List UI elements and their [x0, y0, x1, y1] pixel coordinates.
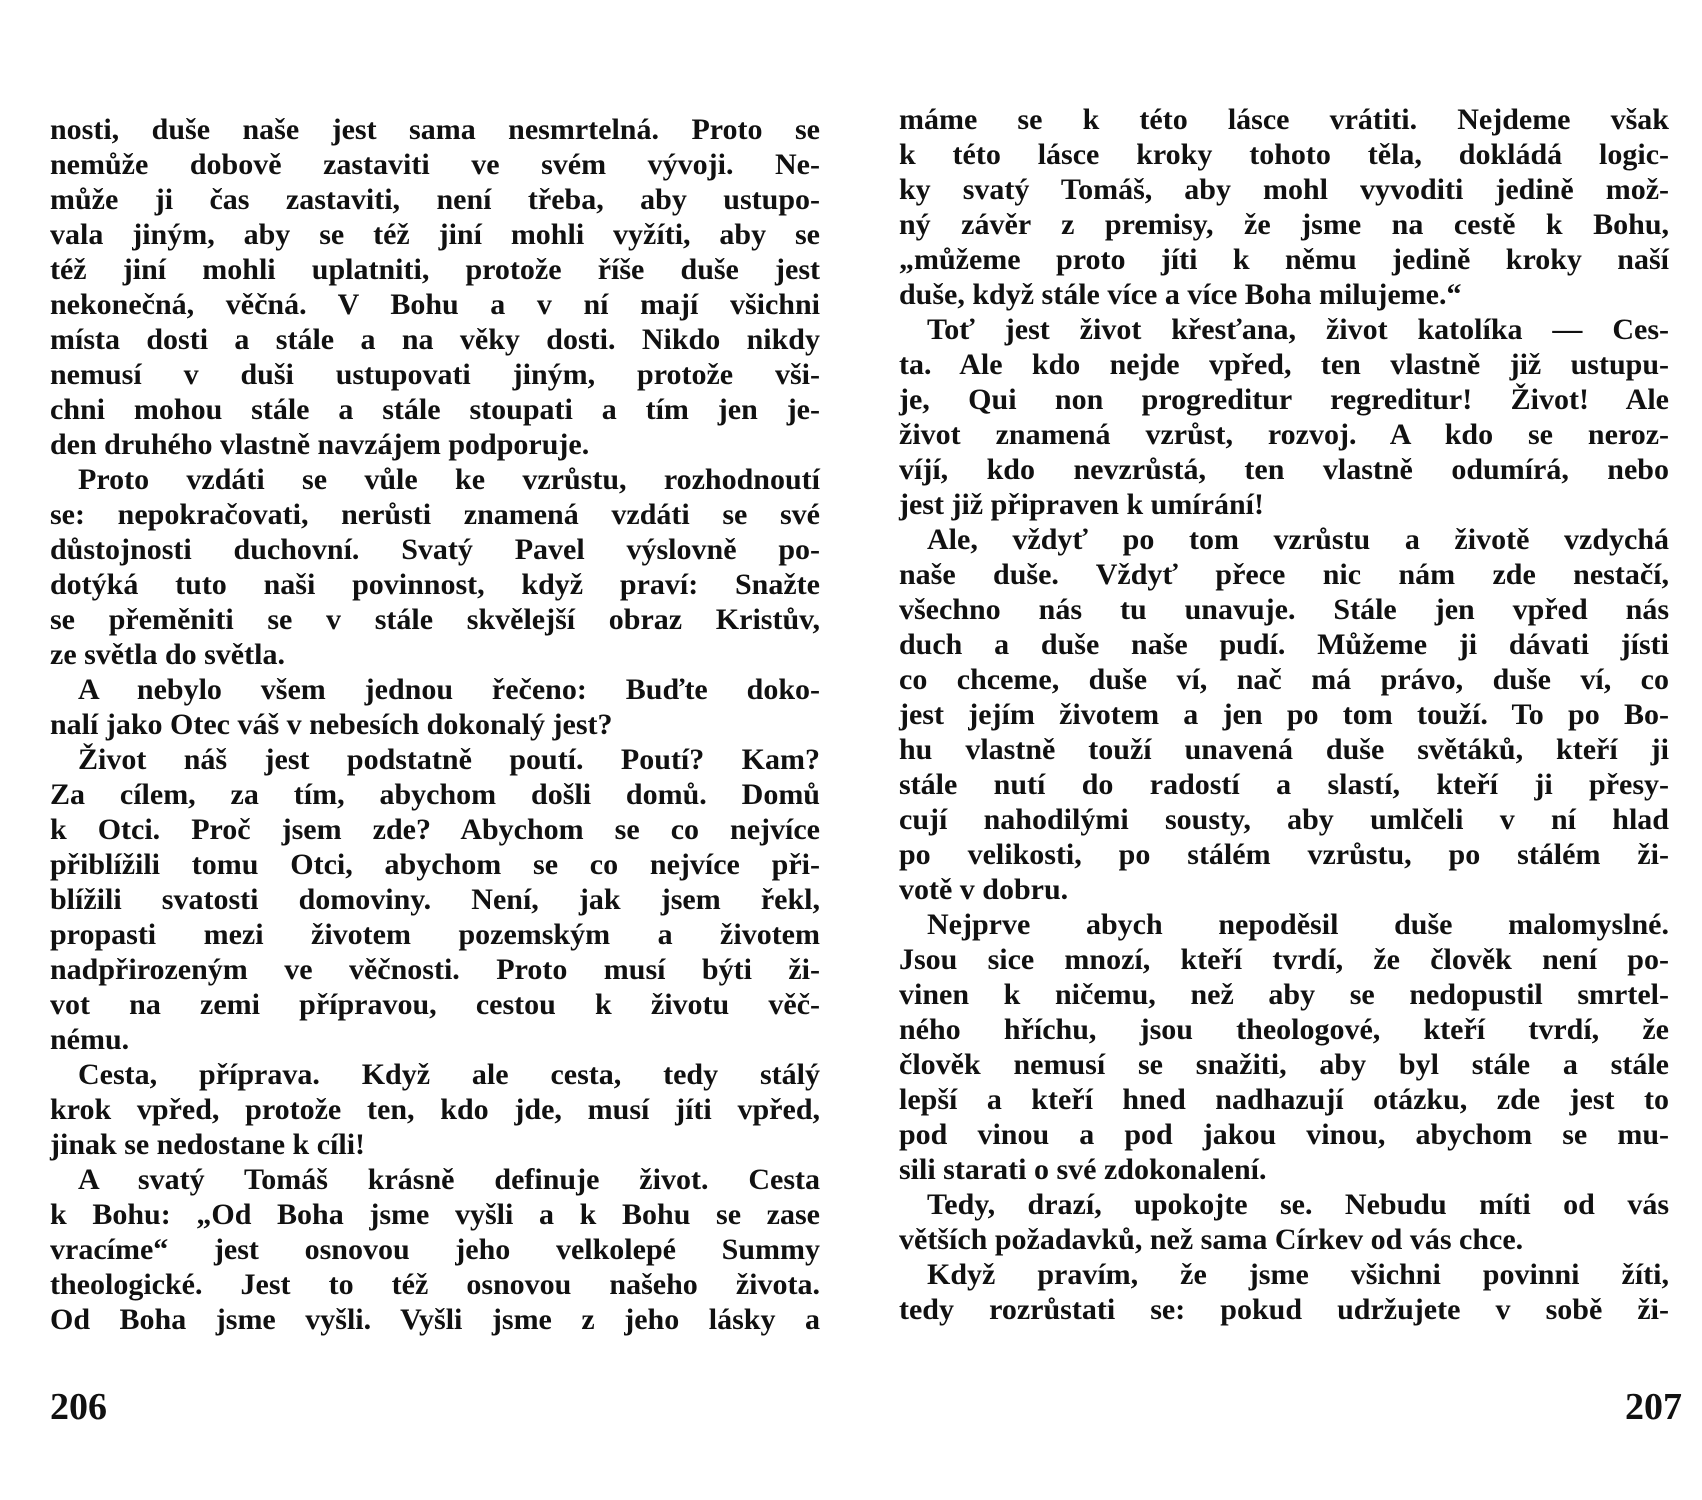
text-line: vracíme“ jest osnovou jeho velkolepé Summy [50, 1233, 820, 1266]
text-line: pod vinou a pod jakou vinou, abychom se mu- [899, 1118, 1669, 1151]
text-line: Když pravím, že jsme všichni povinni žíti, [927, 1258, 1669, 1291]
text-line: co chceme, duše ví, nač má právo, duše ví, co [899, 663, 1669, 696]
text-line: život znamená vzrůst, rozvoj. A kdo se neroz- [899, 418, 1669, 451]
text-line: theologické. Jest to též osnovou našeho života. [50, 1268, 820, 1301]
text-line: Ale, vždyť po tom vzrůstu a životě vzdychá [927, 523, 1669, 556]
text-line: nekonečná, věčná. V Bohu a v ní mají všichni [50, 288, 820, 321]
text-line: propasti mezi životem pozemským a životem [50, 918, 820, 951]
text-line: sili starati o své zdokonalení. [899, 1153, 1267, 1186]
text-line: cují nahodilými sousty, aby umlčeli v ní hlad [899, 803, 1669, 836]
text-line: člověk nemusí se snažiti, aby byl stále a stále [899, 1048, 1669, 1081]
text-line: nemůže dobově zastaviti ve svém vývoji. Ne- [50, 148, 820, 181]
text-line: Cesta, příprava. Když ale cesta, tedy stálý [78, 1058, 820, 1091]
text-line: Jsou sice mnozí, kteří tvrdí, že člověk není po- [899, 943, 1669, 976]
text-line: Nejprve abych nepoděsil duše malomyslné. [927, 908, 1669, 941]
text-line: nému. [50, 1023, 130, 1056]
text-line: ného hříchu, jsou theologové, kteří tvrdí, že [899, 1013, 1669, 1046]
text-line: vala jiným, aby se též jiní mohli vyžíti, aby se [50, 218, 820, 251]
text-line: přiblížili tomu Otci, abychom se co nejvíce při- [50, 848, 820, 881]
text-line: nalí jako Otec váš v nebesích dokonalý jest? [50, 708, 613, 741]
text-line: „můžeme proto jíti k němu jedině kroky naší [899, 243, 1669, 276]
text-line: hu vlastně touží unavená duše světáků, kteří ji [899, 733, 1669, 766]
text-line: Tedy, drazí, upokojte se. Nebudu míti od vás [927, 1188, 1669, 1221]
text-line: ky svatý Tomáš, aby mohl vyvoditi jedině mož- [899, 173, 1669, 206]
text-line: Toť jest život křesťana, život katolíka — Ces- [927, 313, 1669, 346]
text-line: vinen k ničemu, než aby se nedopustil smrtel- [899, 978, 1669, 1011]
text-line: stále nutí do radostí a slastí, kteří ji přesy- [899, 768, 1669, 801]
text-line: vot na zemi přípravou, cestou k životu věč- [50, 988, 820, 1021]
text-line: duch a duše naše pudí. Můžeme ji dávati jísti [899, 628, 1669, 661]
text-line: nemusí v duši ustupovati jiným, protože vši- [50, 358, 820, 391]
text-line: víjí, kdo nevzrůstá, ten vlastně odumírá, nebo [899, 453, 1669, 486]
text-line: naše duše. Vždyť přece nic nám zde nestačí, [899, 558, 1669, 591]
text-line: A nebylo všem jednou řečeno: Buďte doko- [78, 673, 820, 706]
right-page-text [899, 102, 1669, 1327]
text-line: Proto vzdáti se vůle ke vzrůstu, rozhodnoutí [78, 463, 820, 496]
text-line: ta. Ale kdo nejde vpřed, ten vlastně již ustupu- [899, 348, 1669, 381]
text-line: k této lásce kroky tohoto těla, dokládá logic- [899, 138, 1669, 171]
text-line: může ji čas zastaviti, není třeba, aby ustupo- [50, 183, 820, 216]
text-line: chni mohou stále a stále stoupati a tím jen je- [50, 393, 820, 426]
text-line: nosti, duše naše jest sama nesmrtelná. Proto se [50, 113, 820, 146]
right-page [851, 0, 1702, 1500]
text-line: místa dosti a stále a na věky dosti. Nikdo nikdy [50, 323, 820, 356]
text-line: větších požadavků, než sama Církev od vás chce. [899, 1223, 1524, 1256]
text-line: den druhého vlastně navzájem podporuje. [50, 428, 590, 461]
text-line: je, Qui non progreditur regreditur! Život! Ale [899, 383, 1669, 416]
left-page-text [50, 112, 820, 1337]
left-page-number: 206 [50, 1386, 107, 1428]
text-line: se: nepokračovati, nerůsti znamená vzdáti se své [50, 498, 820, 531]
text-line: blížili svatosti domoviny. Není, jak jsem řekl, [50, 883, 820, 916]
text-line: ný závěr z premisy, že jsme na cestě k Bohu, [899, 208, 1669, 241]
text-line: A svatý Tomáš krásně definuje život. Cesta [78, 1163, 820, 1196]
text-line: dotýká tuto naši povinnost, když praví: Snažte [50, 568, 820, 601]
text-line: ze světla do světla. [50, 638, 285, 671]
text-line: po velikosti, po stálém vzrůstu, po stálém ži- [899, 838, 1669, 871]
text-line: se přeměniti se v stále skvělejší obraz Kristův, [50, 603, 820, 636]
text-line: Za cílem, za tím, abychom došli domů. Domů [50, 778, 820, 811]
text-line: k Bohu: „Od Boha jsme vyšli a k Bohu se zase [50, 1198, 820, 1231]
text-line: máme se k této lásce vrátiti. Nejdeme však [899, 103, 1669, 136]
text-line: krok vpřed, protože ten, kdo jde, musí jíti vpřed, [50, 1093, 820, 1126]
text-line: nadpřirozeným ve věčnosti. Proto musí býti ži- [50, 953, 820, 986]
text-line: jest jejím životem a jen po tom touží. To po Bo- [899, 698, 1669, 731]
text-line: jinak se nedostane k cíli! [50, 1128, 366, 1161]
text-line: k Otci. Proč jsem zde? Abychom se co nejvíce [50, 813, 820, 846]
text-line: lepší a kteří hned nadhazují otázku, zde jest to [899, 1083, 1669, 1116]
text-line: Od Boha jsme vyšli. Vyšli jsme z jeho lásky a [50, 1303, 820, 1336]
text-line: duše, když stále více a více Boha milujeme.“ [899, 278, 1462, 311]
text-line: Život náš jest podstatně poutí. Poutí? Kam? [78, 743, 820, 776]
text-line: tedy rozrůstati se: pokud udržujete v sobě ži- [899, 1293, 1669, 1326]
text-line: též jiní mohli uplatniti, protože říše duše jest [50, 253, 820, 286]
right-page-number: 207 [1625, 1386, 1682, 1428]
text-line: votě v dobru. [899, 873, 1069, 906]
text-line: jest již připraven k umírání! [899, 488, 1264, 521]
text-line: všechno nás tu unavuje. Stále jen vpřed nás [899, 593, 1669, 626]
text-line: důstojnosti duchovní. Svatý Pavel výslovně po- [50, 533, 820, 566]
